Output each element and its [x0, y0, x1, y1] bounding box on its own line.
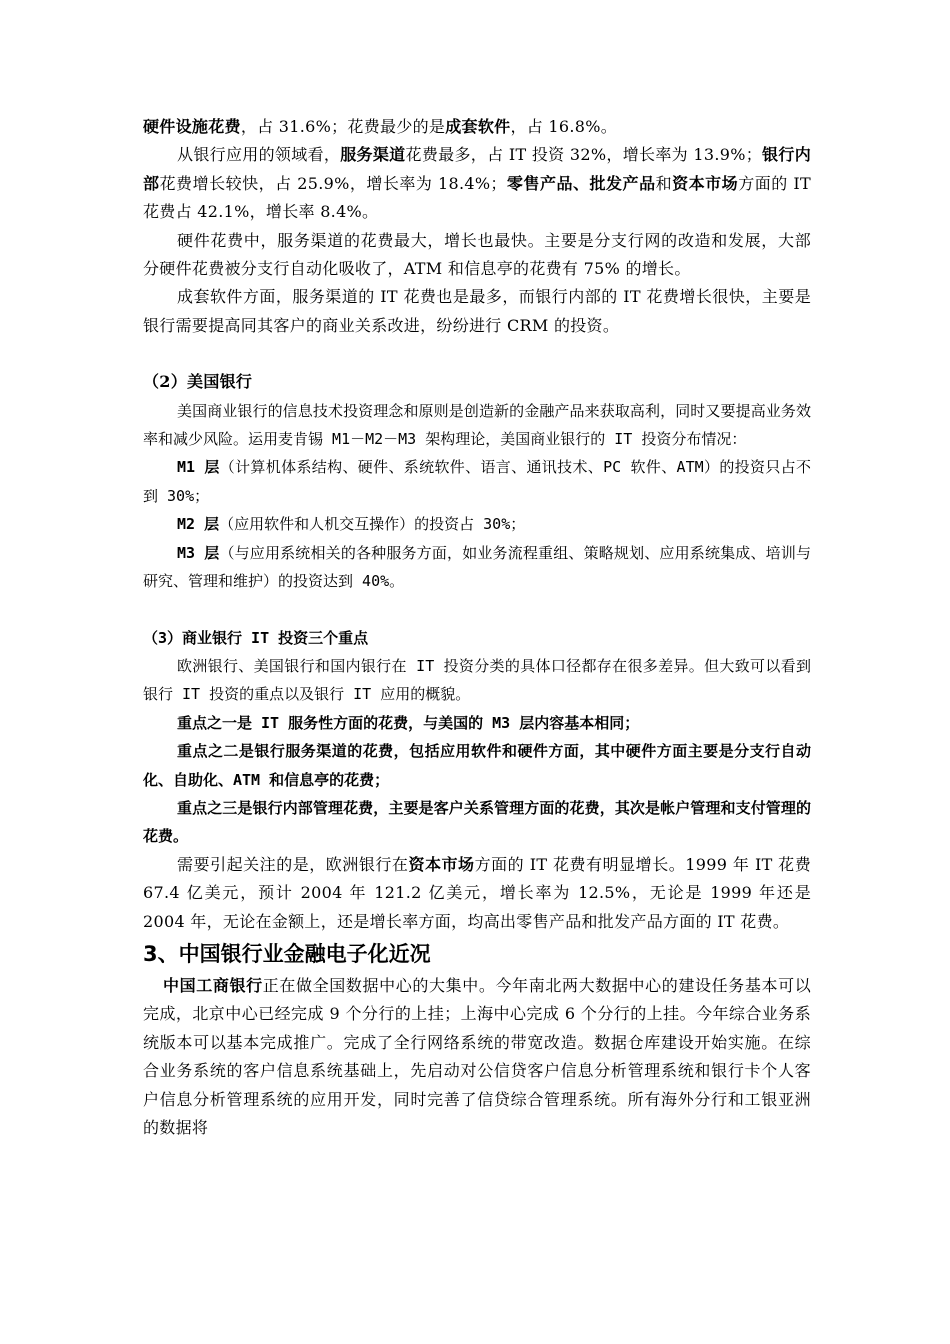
term-service-channel: 服务渠道	[340, 145, 406, 165]
paragraph-focus-point-3: 重点之三是银行内部管理花费，主要是客户关系管理方面的花费，其次是帐户管理和支付管理的花费。	[143, 798, 811, 846]
text-span: 方面的 IT 花费占 42.1%，增长率 8.4%。	[143, 173, 811, 222]
label-m1: M1 层	[177, 458, 220, 477]
paragraph-application-domains	[143, 141, 811, 226]
paragraph-m2	[143, 510, 811, 538]
label-m2: M2 层	[177, 515, 220, 534]
term-capital-market: 资本市场	[408, 854, 475, 874]
paragraph-software-spending: 成套软件方面，服务渠道的 IT 花费也是最多，而银行内部的 IT 花费增长很快，主要是银行需要提高同其客户的商业关系改进，纷纷进行 CRM 的投资。	[143, 287, 811, 335]
text-span: 花费增长较快，占 25.9%，增长率为 18.4%；	[159, 173, 507, 193]
text-span: （应用软件和人机交互操作）的投资占 30%；	[219, 515, 526, 534]
paragraph-hardware-share	[143, 113, 811, 141]
paragraph-hardware-spending: 硬件花费中，服务渠道的花费最大，增长也最快。主要是分支行网的改造和发展，大部分硬件花费被分支行自动化吸收了，ATM 和信息亭的花费有 75% 的增长。	[143, 230, 811, 279]
label-m3: M3 层	[177, 543, 220, 562]
heading-three-focuses: （3）商业银行 IT 投资三个重点	[143, 628, 369, 647]
term-bank-internal: 银行内部	[143, 145, 811, 193]
term-packaged-software: 成套软件	[445, 117, 511, 136]
term-capital-market: 资本市场	[672, 173, 739, 193]
text-span: 正在做全国数据中心的大集中。今年南北两大数据中心的建设任务基本可以完成，北京中心已经完成 9 个分行的上挂；上海中心完成 6 个分行的上挂。今年综合业务系统版本可以基本完成推广。完成了全行网络系统的带宽改造。数据仓库建设开始实施。在综合业务系统的客户信息系统基础上，先启动对公信贷客户信息分析管理系统和银行卡个人客户信息分析管理系统的应用开发，同时完善了信贷综合管理系统。所有海外分行和工银亚洲的数据将	[143, 975, 811, 1137]
text-span: ，占 16.8%。	[510, 117, 618, 136]
term-retail-wholesale: 零售产品、批发产品	[506, 173, 656, 193]
text-span: ，占 31.6%；花费最少的是	[240, 117, 446, 136]
text-span: 需要引起关注的是，欧洲银行在	[177, 854, 409, 874]
paragraph-m3	[143, 539, 811, 596]
text-span: 方面的 IT 花费有明显增长。1999 年 IT 花费 67.4 亿美元，预计 2004 年 121.2 亿美元，增长率为 12.5%，无论是 1999 年还是 2004 年，无论在金额上，还是增长率方面，均高出零售产品和批发产品方面的 IT 花费。	[143, 854, 812, 931]
paragraph-focus-point-2: 重点之二是银行服务渠道的花费，包括应用软件和硬件方面，其中硬件方面主要是分支行自动化、自助化、ATM 和信息亭的花费；	[143, 742, 811, 789]
heading-china-banking: 3、中国银行业金融电子化近况	[143, 941, 431, 966]
heading-us-banks: （2）美国银行	[143, 372, 253, 392]
paragraph-icbc	[143, 972, 811, 1142]
text-span: 花费最多，占 IT 投资 32%，增长率为 13.9%；	[405, 145, 763, 165]
paragraph-capital-market-growth	[143, 851, 811, 936]
paragraph-focus-point-1: 重点之一是 IT 服务性方面的花费，与美国的 M3 层内容基本相同；	[177, 713, 640, 732]
term-icbc: 中国工商银行	[163, 975, 263, 995]
paragraph-m1	[143, 453, 811, 510]
paragraph-focus-intro: 欧洲银行、美国银行和国内银行在 IT 投资分类的具体口径都存在很多差异。但大致可以看到银行 IT 投资的重点以及银行 IT 应用的概貌。	[143, 656, 811, 704]
text-span: 从银行应用的领域看，	[177, 145, 341, 165]
term-hardware: 硬件设施花费	[143, 117, 241, 136]
text-span: （与应用系统相关的各种服务方面，如业务流程重组、策略规划、应用系统集成、培训与研究、管理和维护）的投资达到 40%。	[143, 543, 811, 591]
paragraph-us-philosophy: 美国商业银行的信息技术投资理念和原则是创造新的金融产品来获取高利，同时又要提高业务效率和减少风险。运用麦肯锡 M1－M2－M3 架构理论，美国商业银行的 IT 投资分布情况：	[143, 401, 811, 449]
text-span: （计算机体系结构、硬件、系统软件、语言、通讯技术、PC 软件、ATM）的投资只占不到 30%；	[143, 458, 811, 505]
text-span: 和	[655, 173, 673, 193]
document-body	[143, 113, 811, 1142]
